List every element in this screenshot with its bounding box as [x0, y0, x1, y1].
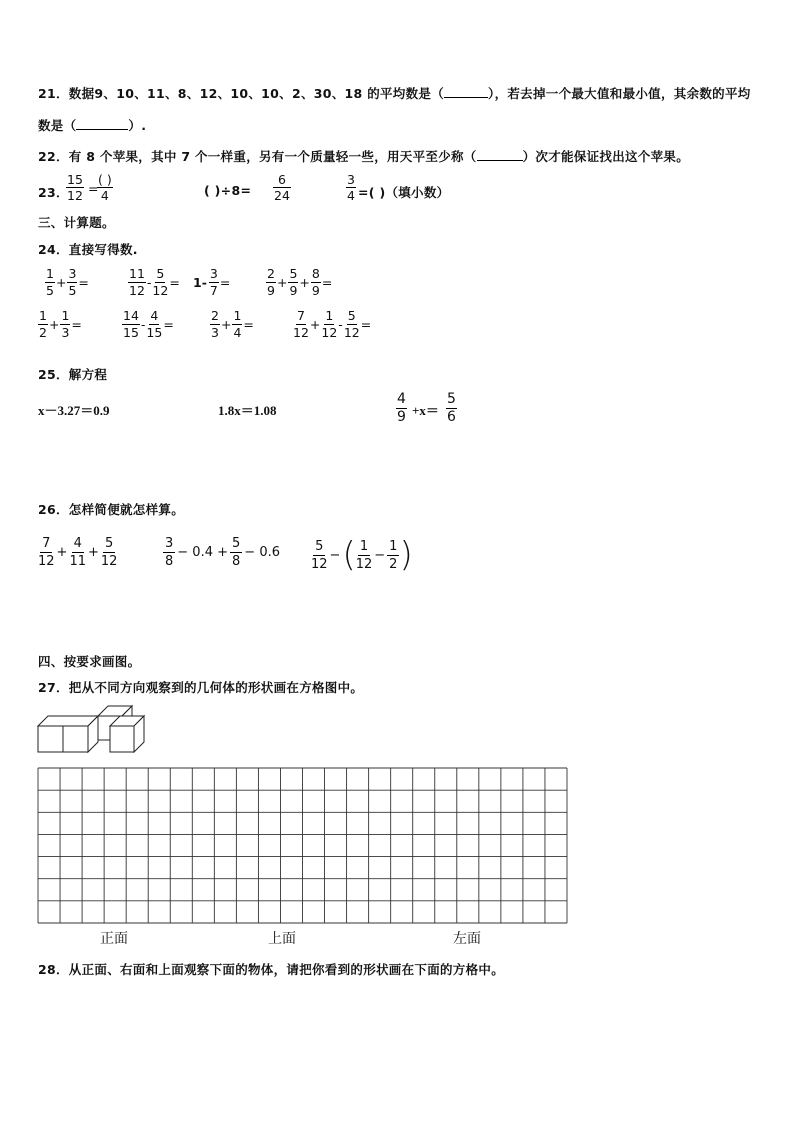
- fraction-denominator: 9: [289, 283, 298, 298]
- q24-operator: +: [276, 275, 288, 290]
- q24-expression[interactable]: [293, 308, 372, 341]
- fraction-numerator: 7: [296, 308, 305, 323]
- q25-eq3-frac-2-den: 6: [447, 409, 456, 425]
- q22-text-b: ）次才能保证找出这个苹果。: [522, 149, 690, 164]
- q26-title: 26．怎样简便就怎样算。: [38, 502, 184, 517]
- section-3-heading: 三、计算题。: [38, 215, 115, 230]
- q23-part4[interactable]: =( )（填小数）: [358, 185, 450, 200]
- q24-expression[interactable]: [38, 308, 83, 341]
- fraction-numerator: 5: [289, 266, 298, 281]
- q24-fraction: [210, 308, 220, 341]
- fraction-numerator: 5: [232, 536, 241, 551]
- fraction-denominator: 3: [61, 325, 70, 340]
- q24-expression[interactable]: [128, 266, 181, 299]
- q24-operator: -: [140, 317, 146, 332]
- q22-blank[interactable]: [477, 149, 523, 161]
- fraction-numerator: 1: [61, 308, 70, 323]
- grid-label-front: 正面: [100, 932, 128, 947]
- q24-operator: +: [309, 317, 321, 332]
- q24-expression[interactable]: [45, 266, 90, 299]
- q26-fraction: [356, 538, 373, 573]
- q27-solid-figure: [36, 704, 156, 756]
- fraction-denominator: 8: [165, 554, 174, 569]
- right-paren: ): [399, 535, 413, 575]
- q24-operator: =: [169, 275, 180, 290]
- q24-fraction: [266, 266, 276, 299]
- fraction-numerator: 1: [325, 308, 334, 323]
- fraction-denominator: 12: [152, 283, 169, 298]
- q26-operator: −: [329, 547, 341, 563]
- fraction-numerator: 11: [129, 266, 145, 281]
- fraction-denominator: 12: [129, 283, 145, 298]
- q23-frac-2-den: 4: [100, 188, 109, 203]
- q26-fraction: [311, 538, 328, 573]
- q23-frac-3: [273, 172, 291, 203]
- fraction-numerator: 8: [311, 266, 320, 281]
- q24-operator: =: [219, 275, 231, 290]
- fraction-denominator: 9: [267, 283, 275, 298]
- q26-expression-3[interactable]: [311, 535, 413, 575]
- q24-operator: +: [299, 275, 310, 290]
- section-4-heading: 四、按要求画图。: [38, 654, 141, 669]
- q24-expression[interactable]: [193, 266, 231, 299]
- q25-eq3-frac-1-num: 4: [397, 391, 406, 407]
- fraction-denominator: 9: [311, 283, 320, 298]
- q26-operator: − 0.4 +: [177, 545, 229, 560]
- q26-fraction: [69, 535, 86, 570]
- q23-frac-2-num: ( ): [98, 172, 112, 187]
- fraction-numerator: 3: [68, 266, 77, 281]
- q24-operator: =: [243, 317, 254, 332]
- q24-operator: =: [360, 317, 372, 332]
- q23-frac-1-den: 12: [67, 188, 83, 203]
- fraction-denominator: 15: [146, 325, 163, 340]
- q24-fraction: [311, 266, 321, 299]
- q24-title: 24．直接写得数.: [38, 242, 138, 257]
- fraction-denominator: 4: [233, 325, 242, 340]
- q26-expression-1[interactable]: [38, 535, 117, 570]
- q21-line1: [38, 84, 751, 102]
- q27-title: 27．把从不同方向观察到的几何体的形状画在方格图中。: [38, 680, 364, 695]
- fraction-denominator: 12: [355, 556, 373, 572]
- q24-expression[interactable]: [210, 308, 255, 341]
- q23-part2[interactable]: ( )÷8=: [204, 183, 252, 198]
- q24-fraction: [321, 308, 337, 341]
- q24-fraction: [146, 308, 162, 341]
- q21-blank-2[interactable]: [76, 118, 128, 130]
- fraction-numerator: 7: [42, 536, 51, 551]
- q23-number: 23．: [38, 185, 69, 200]
- q26-operator: +: [88, 545, 99, 560]
- q24-expression[interactable]: [122, 308, 175, 341]
- q25-eq3-frac-2-num: 5: [447, 391, 456, 407]
- fraction-denominator: 12: [343, 325, 360, 340]
- fraction-numerator: 2: [267, 266, 275, 281]
- fraction-numerator: 3: [209, 266, 218, 281]
- q24-operator: -: [338, 317, 343, 332]
- q24-fraction: [38, 308, 48, 341]
- q24-fraction: [344, 308, 360, 341]
- q26-fraction: [38, 535, 55, 570]
- q24-fraction: [232, 308, 242, 341]
- q24-fraction: [122, 308, 140, 341]
- q24-fraction: [60, 308, 70, 341]
- q24-operator: +: [55, 275, 67, 290]
- fraction-denominator: 11: [69, 554, 86, 569]
- q24-fraction: [45, 266, 55, 299]
- fraction-denominator: 12: [38, 554, 55, 569]
- fraction-numerator: 4: [73, 536, 82, 551]
- fraction-denominator: 12: [100, 554, 118, 569]
- q21-line2: [38, 116, 146, 134]
- q23-frac-1: [66, 172, 84, 203]
- fraction-numerator: 1: [389, 538, 398, 554]
- q21-blank-1[interactable]: [444, 86, 488, 98]
- q23-frac-4-den: 4: [347, 188, 355, 203]
- q24-fraction: [209, 266, 219, 299]
- q24-fraction: [128, 266, 146, 299]
- q27-drawing-grid[interactable]: [37, 767, 569, 925]
- q24-operator: +: [48, 317, 60, 332]
- q21-text-a: 21．数据9、10、11、8、12、10、10、2、30、18 的平均数是（: [38, 86, 445, 101]
- q25-equation-2: 1.8x＝1.08: [218, 403, 277, 418]
- fraction-numerator: 5: [156, 266, 165, 281]
- q26-fraction: [387, 538, 399, 573]
- q26-fraction: [163, 535, 175, 570]
- grid-label-top: 上面: [268, 932, 296, 947]
- fraction-numerator: 1: [359, 538, 369, 554]
- fraction-denominator: 15: [123, 325, 139, 340]
- grid-label-left: 左面: [453, 932, 481, 947]
- q23-frac-3-num: 6: [273, 172, 291, 188]
- fraction-denominator: 12: [293, 325, 309, 340]
- q24-lead-term: 1-: [193, 275, 207, 290]
- fraction-numerator: 5: [347, 308, 356, 323]
- q22-line: [38, 147, 689, 165]
- q21-text-b: ），若去掉一个最大值和最小值，其余数的平均: [488, 86, 751, 101]
- q24-operator: =: [71, 317, 82, 332]
- q23-equals: =: [88, 181, 99, 196]
- q26-operator: − 0.6: [244, 545, 280, 560]
- fraction-numerator: 4: [150, 308, 159, 323]
- fraction-denominator: 8: [232, 554, 241, 569]
- q26-expression-2[interactable]: [163, 535, 282, 570]
- fraction-denominator: 3: [211, 325, 219, 340]
- q24-operator: =: [78, 275, 89, 290]
- fraction-denominator: 2: [39, 325, 47, 340]
- q26-fraction: [101, 535, 118, 570]
- fraction-numerator: 1: [39, 308, 47, 323]
- fraction-denominator: 12: [321, 325, 338, 340]
- fraction-numerator: 2: [211, 308, 219, 323]
- q23-frac-1-num: 15: [67, 172, 83, 187]
- q26-operator: +: [56, 545, 68, 560]
- q24-fraction: [67, 266, 77, 299]
- q24-operator: =: [163, 317, 174, 332]
- q24-fraction: [288, 266, 298, 299]
- q24-fraction: [152, 266, 168, 299]
- q26-operator: −: [374, 547, 386, 563]
- fraction-numerator: 5: [315, 538, 324, 554]
- q23-frac-2[interactable]: [97, 172, 113, 203]
- fraction-numerator: 1: [46, 266, 54, 281]
- q23-frac-3-den: 24: [274, 188, 290, 203]
- q25-eq3-mid: +x＝: [412, 403, 439, 418]
- q24-fraction: [293, 308, 309, 341]
- q21-text-c: 数是（: [38, 118, 77, 133]
- fraction-numerator: 14: [123, 308, 139, 323]
- q23-frac-4-num: 3: [347, 172, 355, 187]
- fraction-denominator: 7: [209, 283, 218, 298]
- q24-operator: =: [321, 275, 333, 290]
- left-paren: (: [342, 535, 356, 575]
- q24-operator: -: [146, 275, 152, 290]
- q25-eq3-frac-1-den: 9: [397, 409, 406, 425]
- q25-eq3-frac-1: [396, 391, 407, 426]
- fraction-denominator: 5: [46, 283, 54, 298]
- q24-expression[interactable]: [266, 266, 333, 299]
- q21-text-d: ）.: [128, 118, 147, 133]
- fraction-numerator: 3: [165, 536, 174, 551]
- q26-fraction: [230, 535, 242, 570]
- fraction-numerator: 5: [105, 536, 114, 551]
- q23-frac-4: [346, 172, 356, 203]
- q28-title: 28．从正面、右面和上面观察下面的物体，请把你看到的形状画在下面的方格中。: [38, 962, 504, 977]
- q24-operator: +: [220, 317, 232, 332]
- fraction-denominator: 12: [311, 556, 328, 572]
- q25-equation-1: x－3.27＝0.9: [38, 403, 110, 418]
- q22-text-a: 22．有 8 个苹果，其中 7 个一样重，另有一个质量轻一些，用天平至少称（: [38, 149, 477, 164]
- q25-eq3-frac-2: [446, 391, 457, 426]
- fraction-denominator: 5: [68, 283, 77, 298]
- fraction-denominator: 2: [389, 556, 398, 572]
- q25-title: 25．解方程: [38, 367, 108, 382]
- fraction-numerator: 1: [233, 308, 242, 323]
